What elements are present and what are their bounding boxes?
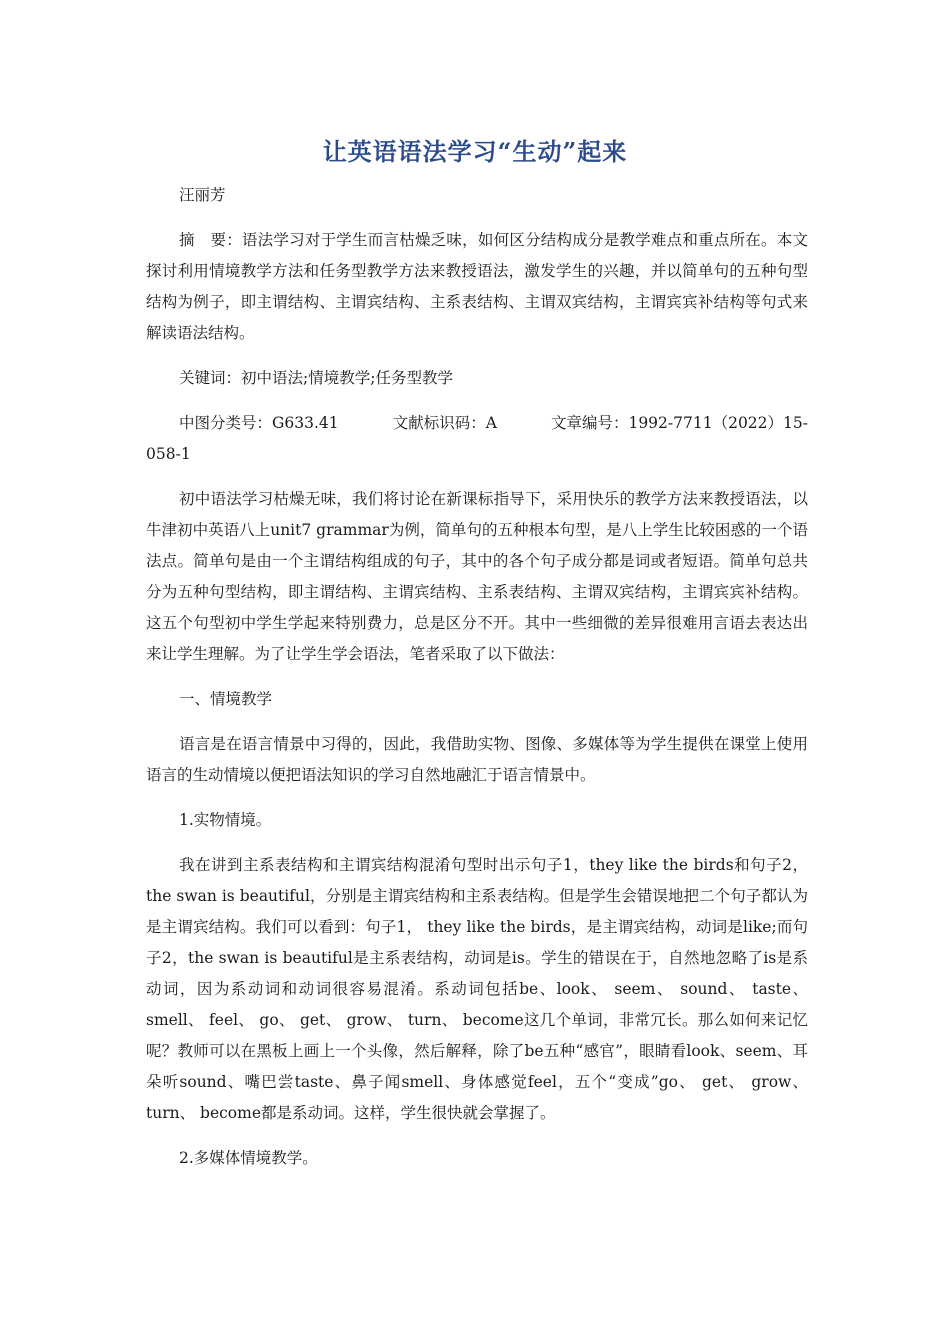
author: 汪丽芳: [179, 186, 226, 204]
subsection-paragraph: 我在讲到主系表结构和主谓宾结构混淆句型时出示句子1，they like the birds和句子2，the swan is beautiful，分别是主谓宾结构和主系表结构。但是学生会错误地把二个句子都认为是主谓宾结构。我们可以看到：句子1， they like the birds，是主谓宾结构，动词是like;而句子2，the swan is beautiful是主系表结构，动词是is。学生的错误在于，自然地忽略了is是系动词，因为系动词和动词很容易混淆。系动词包括be、look、 seem、 sound、 taste、 smell、 feel、 go、 get、 grow、 turn、 become这几个单词，非常冗长。那么如何来记忆呢？教师可以在黑板上画上一个头像，然后解释，除了be五种“感官”，眼睛看look、seem、耳朵听sound、嘴巴尝taste、鼻子闻smell、身体感觉feel，五个“变成”go、 get、 grow、 turn、 become都是系动词。这样，学生很快就会掌握了。: [146, 856, 808, 1122]
section-paragraph: 语言是在语言情景中习得的，因此，我借助实物、图像、多媒体等为学生提供在课堂上使用语言的生动情境以便把语法知识的学习自然地融汇于语言情景中。: [146, 735, 808, 784]
doc-code: 文献标识码：A: [392, 414, 497, 432]
keywords: 关键词：初中语法;情境教学;任务型教学: [179, 369, 453, 387]
section-heading: 一、情境教学: [179, 690, 273, 708]
classification-line: [146, 408, 808, 439]
article-number: 文章编号：1992-7711（2022）15-: [550, 414, 808, 432]
article-title: 让英语语法学习“生动”起来: [322, 137, 628, 166]
article-number-cont: 058-1: [146, 445, 191, 463]
subsection-heading-2: 2.多媒体情境教学。: [179, 1149, 318, 1167]
clc-number: 中图分类号：G633.41: [179, 414, 339, 432]
article-body: [146, 180, 808, 1188]
subsection-heading: 1.实物情境。: [179, 811, 272, 829]
abstract: 摘 要：语法学习对于学生而言枯燥乏味，如何区分结构成分是教学难点和重点所在。本文探讨利用情境教学方法和任务型教学方法来教授语法，激发学生的兴趣，并以简单句的五种句型结构为例子，即主谓结构、主谓宾结构、主系表结构、主谓双宾结构，主谓宾宾补结构等句式来解读语法结构。: [146, 231, 808, 342]
intro-paragraph: 初中语法学习枯燥无味，我们将讨论在新课标指导下，采用快乐的教学方法来教授语法，以牛津初中英语八上unit7 grammar为例，简单句的五种根本句型，是八上学生比较困惑的一个语法点。简单句是由一个主谓结构组成的句子，其中的各个句子成分都是词或者短语。简单句总共分为五种句型结构，即主谓结构、主谓宾结构、主系表结构、主谓双宾结构，主谓宾宾补结构。这五个句型初中学生学起来特别费力，总是区分不开。其中一些细微的差异很难用言语去表达出来让学生理解。为了让学生学会语法，笔者采取了以下做法：: [146, 490, 808, 663]
